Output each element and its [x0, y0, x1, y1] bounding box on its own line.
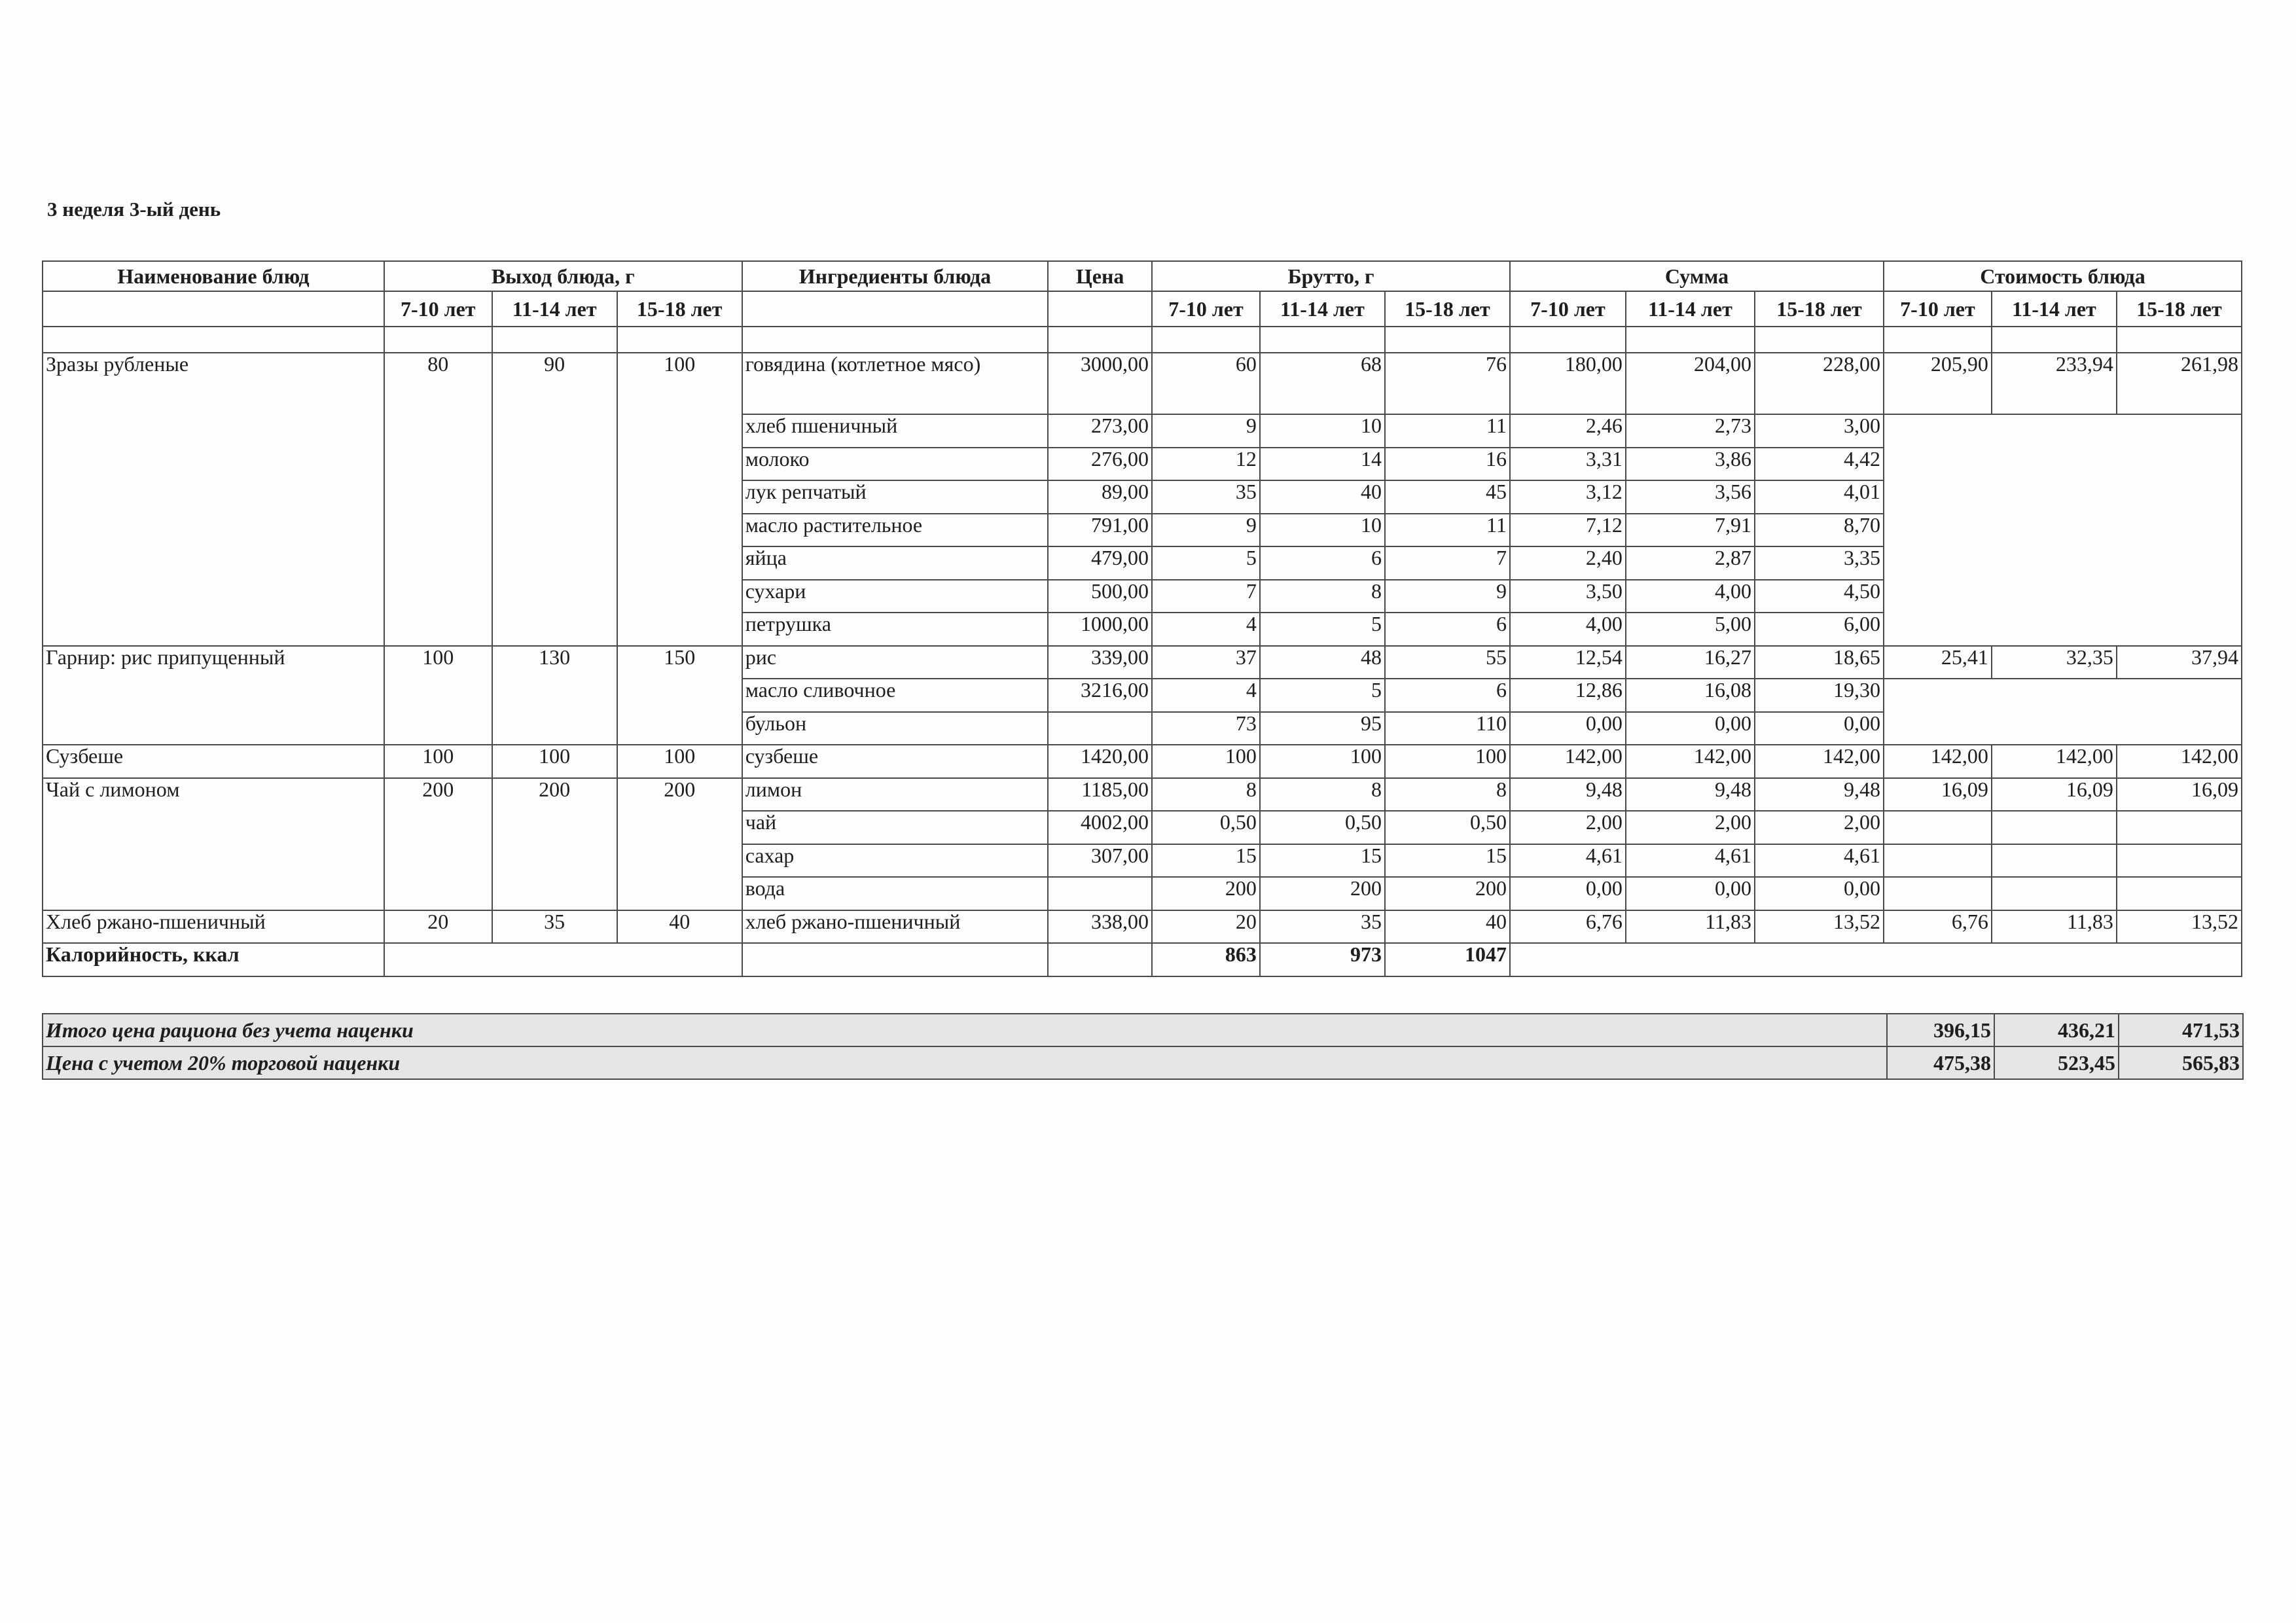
ingredient-sum: 0,00: [1755, 712, 1884, 745]
ingredient-sum: 2,00: [1626, 811, 1755, 844]
ingredient-sum: 4,50: [1755, 580, 1884, 613]
totals-table: [42, 1013, 2244, 1080]
ingredient-name: чай: [742, 811, 1048, 844]
dish-cost-empty: [1992, 514, 2117, 547]
ingredient-price: 273,00: [1048, 414, 1152, 448]
dish-cost-empty: [1884, 712, 1992, 745]
menu-table: [42, 260, 2242, 977]
dish-cost-empty: [1992, 546, 2117, 580]
ingredient-sum: 2,00: [1510, 811, 1626, 844]
dish-cost-empty: [1884, 613, 1992, 646]
dish-row: [43, 745, 2242, 778]
dish-yield: 150: [617, 646, 742, 745]
ingredient-price: 479,00: [1048, 546, 1152, 580]
dish-yield: 20: [384, 910, 492, 944]
calories-label: Калорийность, ккал: [43, 943, 384, 976]
ingredient-sum: 180,00: [1510, 353, 1626, 414]
ingredient-gross: 73: [1152, 712, 1260, 745]
dish-cost-empty: [1884, 811, 1992, 844]
header-row: [43, 261, 2242, 291]
ingredient-gross: 15: [1152, 844, 1260, 878]
ingredient-gross: 15: [1260, 844, 1385, 878]
header-price: Цена: [1048, 261, 1152, 291]
ingredient-gross: 9: [1152, 514, 1260, 547]
dish-name: Чай с лимоном: [43, 778, 384, 910]
dish-cost-empty: [1884, 580, 1992, 613]
ingredient-gross: 48: [1260, 646, 1385, 679]
total-value: 475,38: [1887, 1046, 1994, 1079]
ingredient-sum: 4,61: [1626, 844, 1755, 878]
header-sum: Сумма: [1510, 261, 1884, 291]
ingredient-sum: 0,00: [1510, 712, 1626, 745]
ingredient-sum: 3,35: [1755, 546, 1884, 580]
ingredient-sum: 9,48: [1510, 778, 1626, 812]
ingredient-gross: 8: [1385, 778, 1510, 812]
dish-yield: 200: [617, 778, 742, 910]
calories-value: 1047: [1385, 943, 1510, 976]
age-header: 15-18 лет: [1755, 291, 1884, 327]
dish-cost-empty: [1884, 877, 1992, 910]
header-empty: [742, 291, 1048, 327]
ingredient-gross: 0,50: [1260, 811, 1385, 844]
ingredient-sum: 3,00: [1755, 414, 1884, 448]
ingredient-gross: 4: [1152, 613, 1260, 646]
dish-yield: 200: [384, 778, 492, 910]
ingredient-gross: 5: [1260, 679, 1385, 712]
ingredient-name: говядина (котлетное мясо): [742, 353, 1048, 414]
ingredient-price: 276,00: [1048, 448, 1152, 481]
ingredient-name: лимон: [742, 778, 1048, 812]
dish-cost-empty: [1992, 844, 2117, 878]
ingredient-gross: 76: [1385, 353, 1510, 414]
dish-yield: 100: [617, 353, 742, 646]
ingredient-gross: 20: [1152, 910, 1260, 944]
ingredient-sum: 142,00: [1755, 745, 1884, 778]
ingredient-sum: 0,00: [1755, 877, 1884, 910]
dish-yield: 90: [492, 353, 617, 646]
ingredient-price: [1048, 877, 1152, 910]
dish-cost: 16,09: [1992, 778, 2117, 812]
ingredient-sum: 7,91: [1626, 514, 1755, 547]
header-dish-name: Наименование блюд: [43, 261, 384, 291]
dish-cost: 37,94: [2117, 646, 2242, 679]
dish-name: Гарнир: рис припущенный: [43, 646, 384, 745]
ingredient-gross: 11: [1385, 414, 1510, 448]
ingredient-price: 791,00: [1048, 514, 1152, 547]
ingredient-name: сухари: [742, 580, 1048, 613]
dish-cost-empty: [1884, 679, 1992, 712]
ingredient-gross: 9: [1385, 580, 1510, 613]
ingredient-sum: 228,00: [1755, 353, 1884, 414]
ingredient-gross: 60: [1152, 353, 1260, 414]
dish-cost-empty: [2117, 514, 2242, 547]
dish-cost: 16,09: [2117, 778, 2242, 812]
age-header: 15-18 лет: [2117, 291, 2242, 327]
dish-name: Сузбеше: [43, 745, 384, 778]
dish-cost-empty: [1884, 546, 1992, 580]
dish-cost-empty: [1884, 844, 1992, 878]
ingredient-name: масло растительное: [742, 514, 1048, 547]
ingredient-gross: 200: [1152, 877, 1260, 910]
dish-cost-empty: [2117, 679, 2242, 712]
dish-cost: 142,00: [1884, 745, 1992, 778]
total-value: 471,53: [2119, 1014, 2243, 1046]
ingredient-gross: 16: [1385, 448, 1510, 481]
dish-yield: 130: [492, 646, 617, 745]
ingredient-sum: 3,12: [1510, 480, 1626, 514]
ingredient-gross: 5: [1152, 546, 1260, 580]
dish-cost-empty: [1992, 414, 2117, 448]
dish-cost-empty: [2117, 844, 2242, 878]
age-header: 15-18 лет: [617, 291, 742, 327]
age-header: 11-14 лет: [1260, 291, 1385, 327]
age-header: 7-10 лет: [1884, 291, 1992, 327]
dish-yield: 100: [617, 745, 742, 778]
ingredient-sum: 2,00: [1755, 811, 1884, 844]
ingredient-sum: 0,00: [1626, 712, 1755, 745]
ingredient-sum: 13,52: [1755, 910, 1884, 944]
ingredient-name: масло сливочное: [742, 679, 1048, 712]
dish-cost: 142,00: [1992, 745, 2117, 778]
ingredient-sum: 6,76: [1510, 910, 1626, 944]
spacer-row: [43, 327, 2242, 353]
ingredient-sum: 3,86: [1626, 448, 1755, 481]
header-dish-cost: Стоимость блюда: [1884, 261, 2242, 291]
ingredient-gross: 8: [1260, 778, 1385, 812]
dish-cost-empty: [1992, 877, 2117, 910]
age-header-row: [43, 291, 2242, 327]
ingredient-price: 338,00: [1048, 910, 1152, 944]
dish-cost-empty: [1992, 712, 2117, 745]
ingredient-name: яйца: [742, 546, 1048, 580]
ingredient-price: 1185,00: [1048, 778, 1152, 812]
dish-name: Зразы рубленые: [43, 353, 384, 646]
ingredient-sum: 2,87: [1626, 546, 1755, 580]
ingredient-price: 4002,00: [1048, 811, 1152, 844]
dish-cost-empty: [1884, 414, 1992, 448]
dish-row: [43, 910, 2242, 944]
ingredient-sum: 2,73: [1626, 414, 1755, 448]
ingredient-sum: 12,54: [1510, 646, 1626, 679]
ingredient-sum: 4,61: [1510, 844, 1626, 878]
ingredient-sum: 7,12: [1510, 514, 1626, 547]
ingredient-name: бульон: [742, 712, 1048, 745]
ingredient-gross: 14: [1260, 448, 1385, 481]
dish-cost: 205,90: [1884, 353, 1992, 414]
ingredient-gross: 200: [1385, 877, 1510, 910]
total-value: 523,45: [1994, 1046, 2119, 1079]
ingredient-sum: 3,50: [1510, 580, 1626, 613]
ingredient-gross: 7: [1385, 546, 1510, 580]
header-gross: Брутто, г: [1152, 261, 1510, 291]
dish-cost-empty: [2117, 546, 2242, 580]
ingredient-name: хлеб ржано-пшеничный: [742, 910, 1048, 944]
dish-yield: 200: [492, 778, 617, 910]
ingredient-sum: 16,08: [1626, 679, 1755, 712]
calories-value: 863: [1152, 943, 1260, 976]
ingredient-gross: 45: [1385, 480, 1510, 514]
ingredient-gross: 37: [1152, 646, 1260, 679]
calories-value: 973: [1260, 943, 1385, 976]
ingredient-sum: 3,31: [1510, 448, 1626, 481]
ingredient-sum: 19,30: [1755, 679, 1884, 712]
dish-cost-empty: [1884, 514, 1992, 547]
total-label: Итого цена рациона без учета наценки: [43, 1014, 1887, 1046]
ingredient-sum: 3,56: [1626, 480, 1755, 514]
ingredient-sum: 4,42: [1755, 448, 1884, 481]
dish-cost: 32,35: [1992, 646, 2117, 679]
dish-cost-empty: [1992, 811, 2117, 844]
ingredient-price: 1420,00: [1048, 745, 1152, 778]
dish-cost: 233,94: [1992, 353, 2117, 414]
ingredient-price: 3216,00: [1048, 679, 1152, 712]
ingredient-gross: 6: [1260, 546, 1385, 580]
dish-cost: 6,76: [1884, 910, 1992, 944]
ingredient-gross: 6: [1385, 613, 1510, 646]
ingredient-sum: 11,83: [1626, 910, 1755, 944]
dish-cost-empty: [2117, 811, 2242, 844]
age-header: 11-14 лет: [1992, 291, 2117, 327]
dish-cost-empty: [1992, 679, 2117, 712]
header-ingredients: Ингредиенты блюда: [742, 261, 1048, 291]
ingredient-gross: 40: [1260, 480, 1385, 514]
dish-cost: 13,52: [2117, 910, 2242, 944]
ingredient-gross: 40: [1385, 910, 1510, 944]
ingredient-sum: 2,46: [1510, 414, 1626, 448]
dish-row: [43, 778, 2242, 812]
ingredient-sum: 2,40: [1510, 546, 1626, 580]
ingredient-gross: 35: [1152, 480, 1260, 514]
dish-yield: 100: [384, 745, 492, 778]
dish-cost-empty: [2117, 414, 2242, 448]
age-header: 11-14 лет: [1626, 291, 1755, 327]
ingredient-name: хлеб пшеничный: [742, 414, 1048, 448]
dish-cost-empty: [1884, 480, 1992, 514]
age-header: 11-14 лет: [492, 291, 617, 327]
ingredient-name: петрушка: [742, 613, 1048, 646]
ingredient-gross: 12: [1152, 448, 1260, 481]
dish-cost-empty: [1884, 448, 1992, 481]
dish-row: [43, 353, 2242, 414]
dish-yield: 100: [384, 646, 492, 745]
dish-cost-empty: [2117, 580, 2242, 613]
ingredient-sum: 4,00: [1510, 613, 1626, 646]
ingredient-gross: 8: [1152, 778, 1260, 812]
ingredient-price: 339,00: [1048, 646, 1152, 679]
ingredient-name: сахар: [742, 844, 1048, 878]
ingredient-sum: 204,00: [1626, 353, 1755, 414]
dish-cost-empty: [1992, 580, 2117, 613]
dish-row: [43, 646, 2242, 679]
header-empty: [43, 291, 384, 327]
ingredient-sum: 9,48: [1626, 778, 1755, 812]
ingredient-sum: 8,70: [1755, 514, 1884, 547]
ingredient-gross: 0,50: [1152, 811, 1260, 844]
age-header: 7-10 лет: [384, 291, 492, 327]
ingredient-gross: 8: [1260, 580, 1385, 613]
header-yield: Выход блюда, г: [384, 261, 742, 291]
dish-yield: 100: [492, 745, 617, 778]
ingredient-gross: 100: [1260, 745, 1385, 778]
ingredient-sum: 18,65: [1755, 646, 1884, 679]
ingredient-price: 1000,00: [1048, 613, 1152, 646]
dish-cost-empty: [1992, 480, 2117, 514]
ingredient-gross: 95: [1260, 712, 1385, 745]
ingredient-gross: 55: [1385, 646, 1510, 679]
dish-cost-empty: [2117, 877, 2242, 910]
ingredient-gross: 0,50: [1385, 811, 1510, 844]
dish-cost-empty: [2117, 448, 2242, 481]
ingredient-sum: 4,00: [1626, 580, 1755, 613]
ingredient-gross: 68: [1260, 353, 1385, 414]
ingredient-gross: 7: [1152, 580, 1260, 613]
dish-cost: 16,09: [1884, 778, 1992, 812]
ingredient-gross: 10: [1260, 514, 1385, 547]
dish-name: Хлеб ржано-пшеничный: [43, 910, 384, 944]
ingredient-sum: 9,48: [1755, 778, 1884, 812]
dish-cost-empty: [1992, 613, 2117, 646]
ingredient-gross: 9: [1152, 414, 1260, 448]
dish-cost: 142,00: [2117, 745, 2242, 778]
ingredient-sum: 0,00: [1626, 877, 1755, 910]
ingredient-gross: 35: [1260, 910, 1385, 944]
ingredient-price: 500,00: [1048, 580, 1152, 613]
dish-cost-empty: [2117, 712, 2242, 745]
ingredient-gross: 6: [1385, 679, 1510, 712]
dish-yield: 35: [492, 910, 617, 944]
ingredient-sum: 4,61: [1755, 844, 1884, 878]
ingredient-sum: 6,00: [1755, 613, 1884, 646]
ingredient-gross: 4: [1152, 679, 1260, 712]
ingredient-name: рис: [742, 646, 1048, 679]
ingredient-sum: 0,00: [1510, 877, 1626, 910]
age-header: 7-10 лет: [1152, 291, 1260, 327]
dish-cost: 11,83: [1992, 910, 2117, 944]
total-value: 436,21: [1994, 1014, 2119, 1046]
ingredient-sum: 142,00: [1510, 745, 1626, 778]
ingredient-gross: 100: [1385, 745, 1510, 778]
ingredient-gross: 11: [1385, 514, 1510, 547]
ingredient-name: вода: [742, 877, 1048, 910]
ingredient-gross: 100: [1152, 745, 1260, 778]
ingredient-gross: 110: [1385, 712, 1510, 745]
menu-body: [43, 327, 2242, 943]
ingredient-price: 89,00: [1048, 480, 1152, 514]
ingredient-name: сузбеше: [742, 745, 1048, 778]
ingredient-sum: 16,27: [1626, 646, 1755, 679]
calories-row: [43, 943, 2242, 976]
age-header: 7-10 лет: [1510, 291, 1626, 327]
dish-yield: 80: [384, 353, 492, 646]
total-row: [43, 1014, 2243, 1046]
ingredient-name: молоко: [742, 448, 1048, 481]
dish-cost: 25,41: [1884, 646, 1992, 679]
total-row: [43, 1046, 2243, 1079]
dish-yield: 40: [617, 910, 742, 944]
ingredient-gross: 15: [1385, 844, 1510, 878]
dish-cost-empty: [1992, 448, 2117, 481]
ingredient-sum: 142,00: [1626, 745, 1755, 778]
total-value: 565,83: [2119, 1046, 2243, 1079]
ingredient-gross: 200: [1260, 877, 1385, 910]
document-title: 3 неделя 3-ый день: [47, 198, 221, 221]
ingredient-price: 307,00: [1048, 844, 1152, 878]
ingredient-sum: 5,00: [1626, 613, 1755, 646]
ingredient-name: лук репчатый: [742, 480, 1048, 514]
ingredient-price: 3000,00: [1048, 353, 1152, 414]
dish-cost-empty: [2117, 613, 2242, 646]
ingredient-gross: 5: [1260, 613, 1385, 646]
header-empty: [1048, 291, 1152, 327]
dish-cost-empty: [2117, 480, 2242, 514]
total-value: 396,15: [1887, 1014, 1994, 1046]
age-header: 15-18 лет: [1385, 291, 1510, 327]
ingredient-price: [1048, 712, 1152, 745]
dish-cost: 261,98: [2117, 353, 2242, 414]
ingredient-sum: 4,01: [1755, 480, 1884, 514]
total-label: Цена с учетом 20% торговой наценки: [43, 1046, 1887, 1079]
ingredient-gross: 10: [1260, 414, 1385, 448]
ingredient-sum: 12,86: [1510, 679, 1626, 712]
